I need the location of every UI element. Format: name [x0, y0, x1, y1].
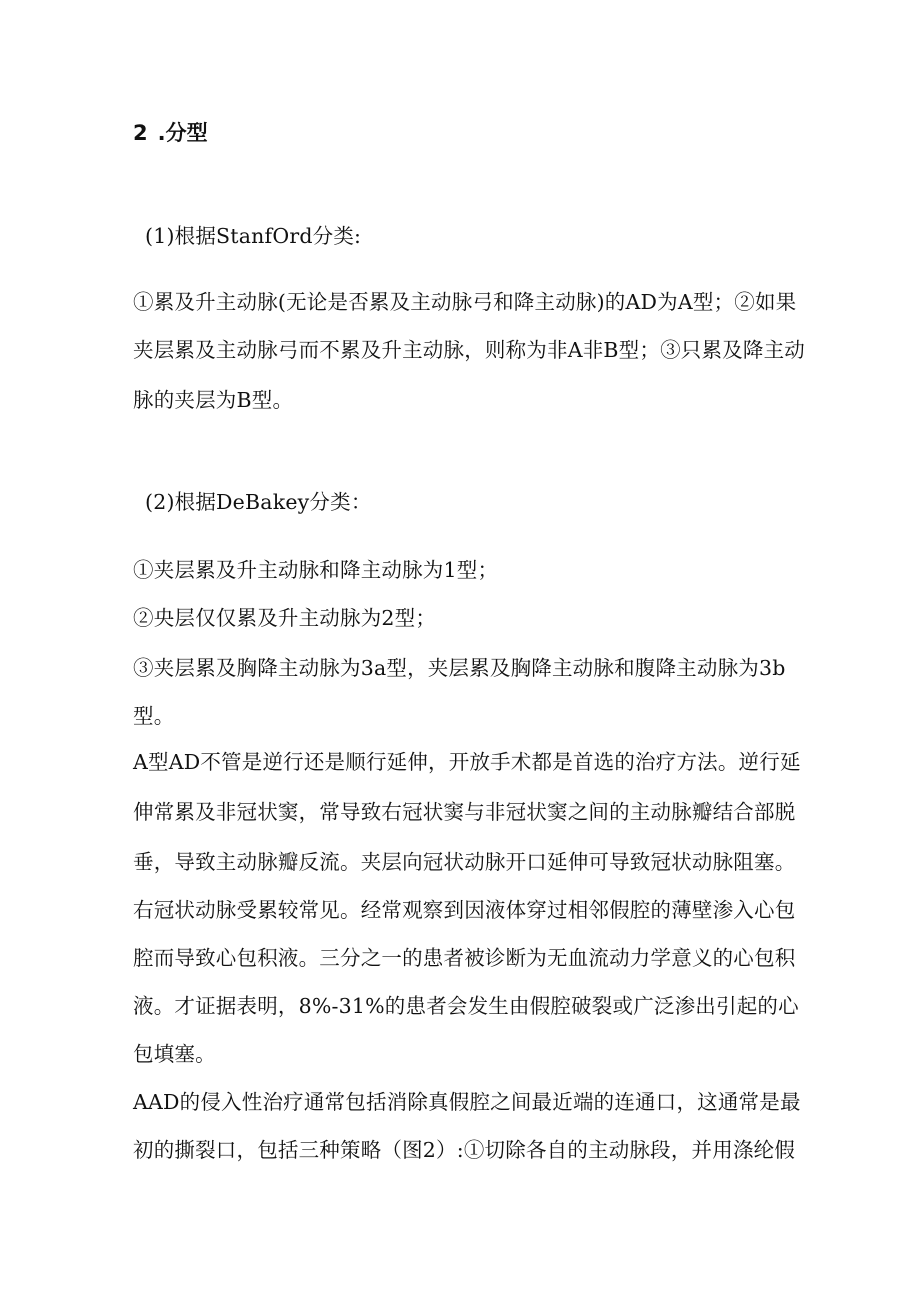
debakey-line-3: ③夹层累及胸降主动脉为3a型，夹层累及胸降主动脉和腹降主动脉为3b [133, 656, 786, 680]
paragraph1-line-7: 包填塞。 [133, 1042, 216, 1066]
paragraph1-line-2: 伸常累及非冠状窦，常导致右冠状窦与非冠状窦之间的主动脉瓣结合部脱 [133, 800, 796, 824]
stanford-line-1: ①累及升主动脉(无论是否累及主动脉弓和降主动脉)的AD为A型；②如果 [133, 290, 797, 314]
debakey-heading: (2)根据DeBakey分类： [145, 490, 372, 514]
section-heading [133, 117, 208, 149]
paragraph1-line-5: 腔而导致心包积液。三分之一的患者被诊断为无血流动力学意义的心包积 [133, 946, 796, 970]
stanford-line-3: 脉的夹层为B型。 [133, 388, 294, 412]
stanford-heading: (1)根据StanfOrd分类: [145, 224, 362, 248]
paragraph1-line-1: A型AD不管是逆行还是顺行延伸，开放手术都是首选的治疗方法。逆行延 [133, 750, 801, 774]
debakey-line-1: ①夹层累及升主动脉和降主动脉为1型； [133, 558, 499, 582]
section-number: 2 [133, 121, 148, 145]
debakey-line-2: ②央层仅仅累及升主动脉为2型； [133, 606, 437, 630]
section-title: .分型 [157, 121, 208, 145]
paragraph2-line-1: AAD的侵入性治疗通常包括消除真假腔之间最近端的连通口，这通常是最 [133, 1090, 801, 1114]
paragraph1-line-3: 垂，导致主动脉瓣反流。夹层向冠状动脉开口延伸可导致冠状动脉阻塞。 [133, 850, 796, 874]
paragraph1-line-6: 液。才证据表明，8%-31%的患者会发生由假腔破裂或广泛渗出引起的心 [133, 994, 799, 1018]
debakey-line-4: 型。 [133, 704, 175, 728]
stanford-line-2: 夹层累及主动脉弓而不累及升主动脉，则称为非A非B型；③只累及降主动 [133, 338, 805, 362]
paragraph2-line-2: 初的撕裂口，包括三种策略（图2）:①切除各自的主动脉段，并用涤纶假 [133, 1138, 796, 1162]
paragraph1-line-4: 右冠状动脉受累较常见。经常观察到因液体穿过相邻假腔的薄壁渗入心包 [133, 898, 796, 922]
